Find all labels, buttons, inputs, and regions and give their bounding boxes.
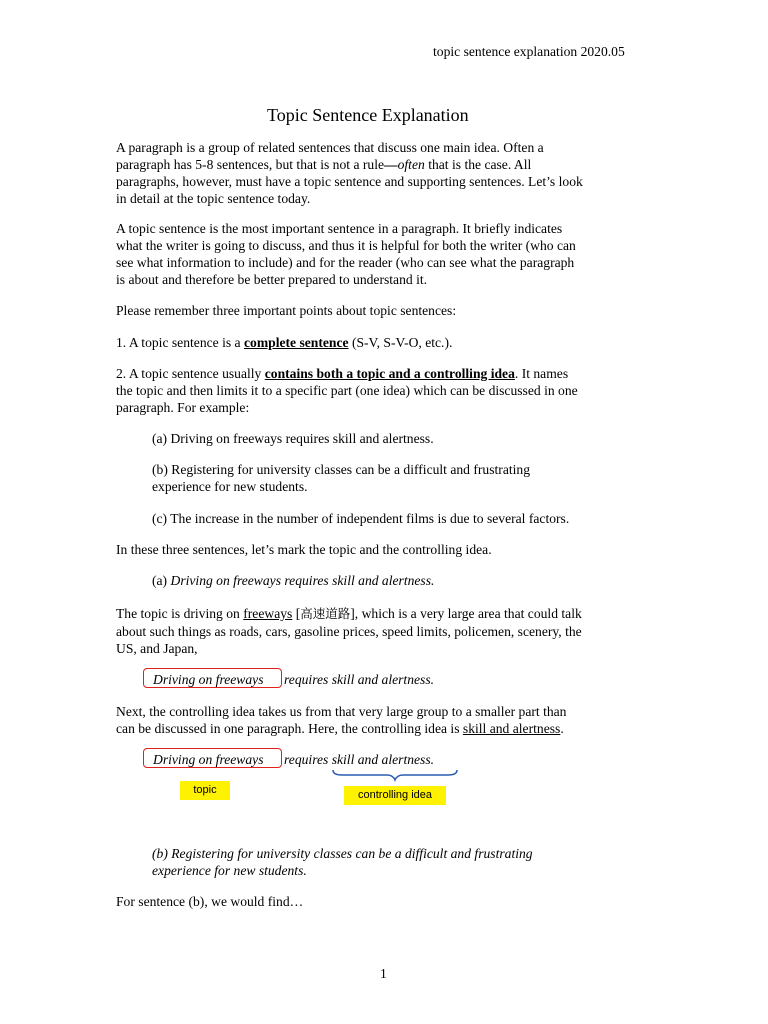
- topic-label: topic: [180, 781, 230, 800]
- underlined-freeways: freeways: [243, 606, 293, 621]
- intro-para-2-line-4: is about and therefore be better prepared to understand it.: [116, 272, 428, 287]
- italic-often: often: [397, 157, 425, 172]
- text-segment: that is the case. All: [424, 157, 532, 172]
- example-a: (a) Driving on freeways requires skill and alertness.: [152, 431, 434, 446]
- running-header: topic sentence explanation 2020.05: [433, 44, 625, 59]
- page-number: 1: [380, 966, 387, 981]
- point-1: [116, 334, 452, 351]
- text-segment: ], which is a very large area that could talk: [350, 606, 582, 621]
- text-segment: The topic is driving on: [116, 606, 244, 621]
- intro-para-3: Please remember three important points about topic sentences:: [116, 303, 457, 318]
- point-2-line-3: paragraph. For example:: [116, 400, 250, 415]
- example-text: Driving on freeways requires skill and alertness.: [170, 573, 435, 588]
- next-para-line-1: Next, the controlling idea takes us from that very large group to a smaller part than: [116, 704, 567, 719]
- marked-sentence-1-topic: Driving on freeways: [153, 672, 264, 687]
- example-b-italic-line-2: experience for new students.: [152, 863, 307, 878]
- kanji-term: 高速道路: [300, 606, 351, 621]
- page-title: Topic Sentence Explanation: [267, 105, 469, 125]
- underlined-skill-and-alertness: skill and alertness: [462, 721, 561, 736]
- mark-intro: In these three sentences, let’s mark the topic and the controlling idea.: [116, 542, 492, 557]
- point-2-line-1: [116, 365, 568, 382]
- example-b-line-2: experience for new students.: [152, 479, 308, 494]
- example-a-italic: [152, 572, 434, 589]
- text-segment: requires: [284, 752, 332, 767]
- topic-para-line-3: US, and Japan,: [116, 641, 198, 656]
- emphasis-complete-sentence: complete sentence: [243, 335, 349, 350]
- em-dash: —: [384, 157, 398, 172]
- example-b-italic-line-1: (b) Registering for university classes can be a difficult and frustrating: [152, 846, 533, 861]
- topic-para-line-2: about such things as roads, cars, gasoline prices, speed limits, policemen, scenery, the: [116, 624, 582, 639]
- marked-sentence-2-rest: [284, 751, 434, 768]
- intro-para-1-line-1: A paragraph is a group of related sentences that discuss one main idea. Often a: [116, 140, 544, 155]
- text-segment: 1. A topic sentence is a: [116, 335, 244, 350]
- text-segment: paragraph has 5-8 sentences, but that is not a rule: [116, 157, 385, 172]
- example-c: (c) The increase in the number of independent films is due to several factors.: [152, 511, 570, 526]
- closing-line: For sentence (b), we would find…: [116, 894, 304, 909]
- next-para-line-2: [116, 720, 564, 737]
- example-label: (a): [152, 573, 171, 588]
- topic-para-line-1: [116, 605, 582, 622]
- text-segment: 2. A topic sentence usually: [116, 366, 265, 381]
- intro-para-2-line-2: what the writer is going to discuss, and thus it is helpful for both the writer (who can: [116, 238, 576, 253]
- controlling-idea-text: skill and alertness.: [331, 752, 435, 767]
- marked-sentence-1-rest: requires skill and alertness.: [284, 672, 435, 687]
- intro-para-1-line-3: paragraphs, however, must have a topic sentence and supporting sentences. Let’s look: [116, 174, 583, 189]
- intro-para-1-line-4: in detail at the topic sentence today.: [116, 191, 311, 206]
- text-segment: (S-V, S-V-O, etc.).: [348, 335, 453, 350]
- controlling-idea-label: controlling idea: [344, 786, 446, 805]
- controlling-idea-brace-icon: [330, 768, 460, 782]
- text-segment: [: [292, 606, 301, 621]
- text-segment: . It names: [514, 366, 569, 381]
- text-segment: .: [560, 721, 564, 736]
- example-b-line-1: (b) Registering for university classes can be a difficult and frustrating: [152, 462, 530, 477]
- marked-sentence-2-topic: Driving on freeways: [153, 752, 264, 767]
- emphasis-topic-and-controlling-idea: contains both a topic and a controlling idea: [264, 366, 515, 381]
- intro-para-2-line-1: A topic sentence is the most important sentence in a paragraph. It briefly indicates: [116, 221, 563, 236]
- point-2-line-2: the topic and then limits it to a specific part (one idea) which can be discussed in one: [116, 383, 578, 398]
- intro-para-2-line-3: see what information to include) and for the reader (who can see what the paragraph: [116, 255, 575, 270]
- intro-para-1-line-2: [116, 156, 531, 173]
- text-segment: can be discussed in one paragraph. Here, the controlling idea is: [116, 721, 463, 736]
